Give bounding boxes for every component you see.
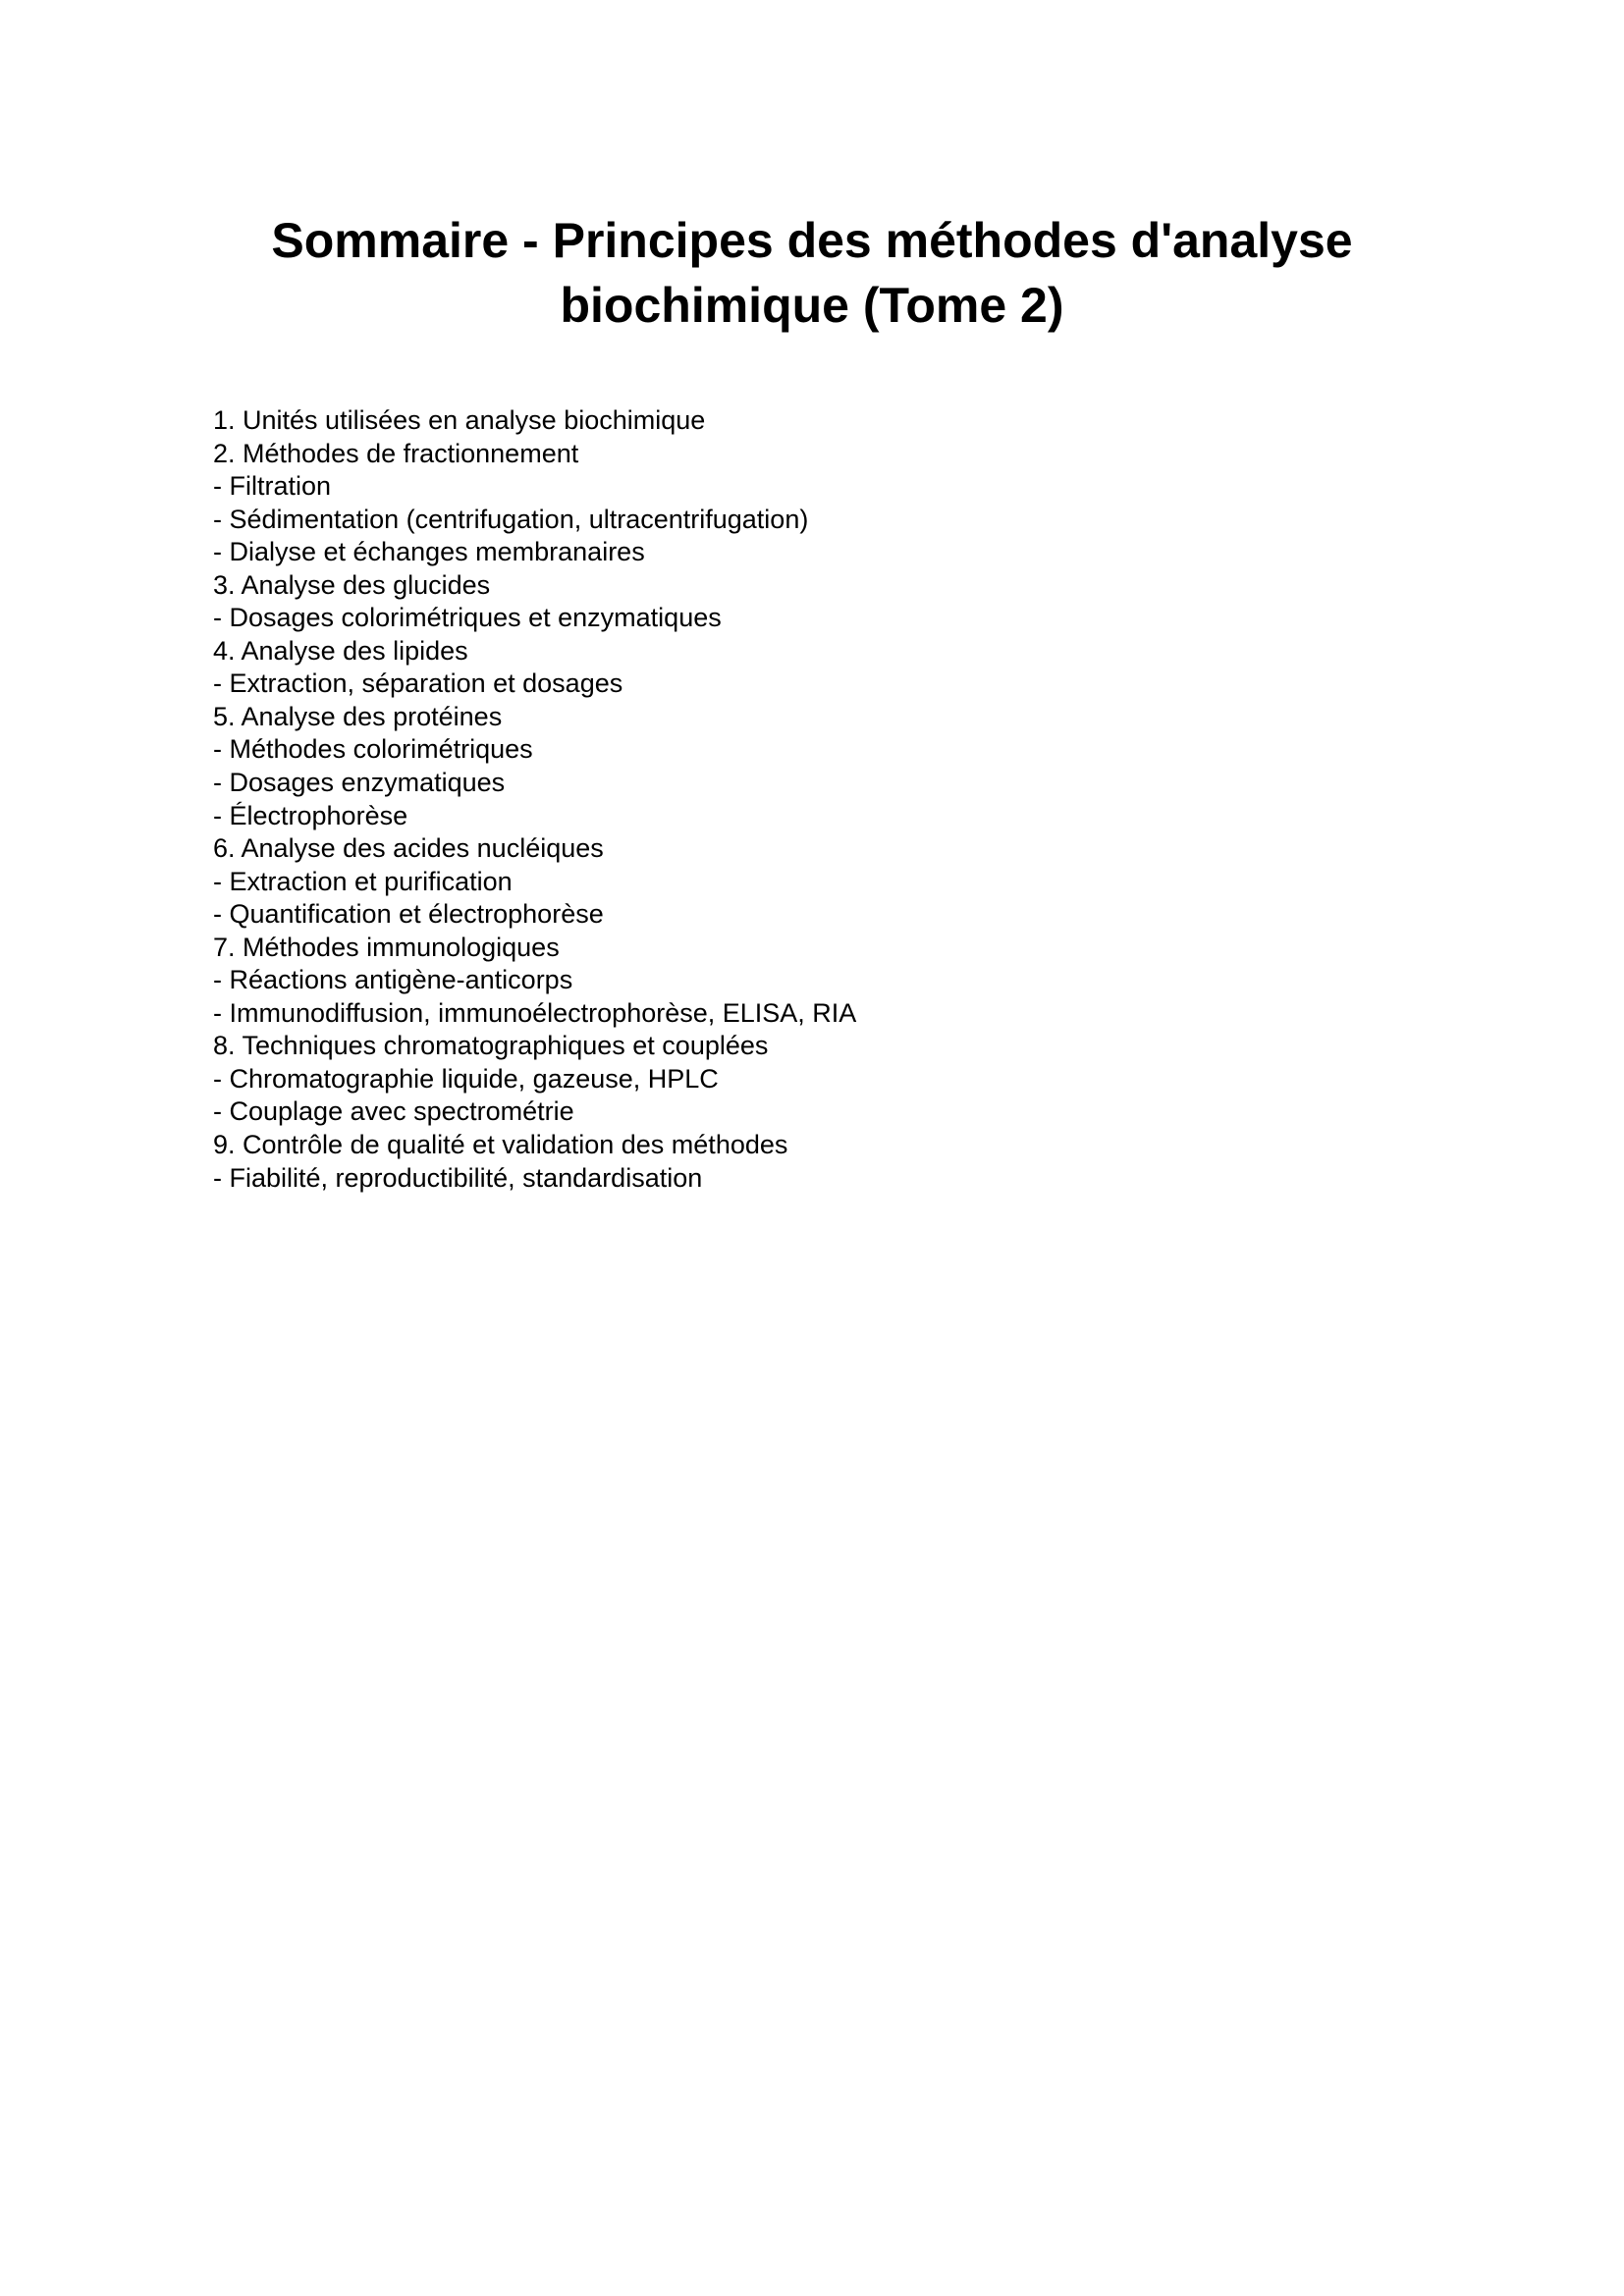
toc-item: - Sédimentation (centrifugation, ultracentrifugation) [213, 504, 809, 534]
toc-item: 1. Unités utilisées en analyse biochimique [213, 405, 706, 435]
toc-item: - Dialyse et échanges membranaires [213, 537, 645, 567]
toc-item: - Méthodes colorimétriques [213, 734, 533, 765]
toc-item: - Dosages enzymatiques [213, 768, 506, 798]
toc-item: - Couplage avec spectrométrie [213, 1096, 574, 1127]
toc-item: - Fiabilité, reproductibilité, standardisation [213, 1162, 703, 1193]
title-line-1: Sommaire - Principes des méthodes d'analyse [271, 213, 1353, 268]
toc-item: - Chromatographie liquide, gazeuse, HPLC [213, 1063, 719, 1094]
toc-item: 6. Analyse des acides nucléiques [213, 833, 604, 864]
toc-item: 3. Analyse des glucides [213, 569, 491, 600]
toc-item: 8. Techniques chromatographiques et couplées [213, 1031, 769, 1061]
toc-item: - Réactions antigène-anticorps [213, 965, 573, 995]
toc-item: - Filtration [213, 471, 332, 502]
toc-item: - Extraction et purification [213, 866, 513, 896]
toc-item: - Extraction, séparation et dosages [213, 668, 623, 699]
toc-item: - Immunodiffusion, immunoélectrophorèse, ELISA, RIA [213, 997, 857, 1028]
page-title [196, 208, 1428, 338]
toc-item: 5. Analyse des protéines [213, 701, 503, 731]
table-of-contents [213, 404, 1391, 1195]
toc-item: - Quantification et électrophorèse [213, 899, 604, 930]
toc-item: 7. Méthodes immunologiques [213, 932, 560, 962]
toc-item: - Dosages colorimétriques et enzymatiques [213, 603, 722, 633]
toc-item: 2. Méthodes de fractionnement [213, 438, 579, 468]
toc-item: - Électrophorèse [213, 800, 408, 830]
toc-item: 4. Analyse des lipides [213, 635, 468, 666]
title-line-2: biochimique (Tome 2) [560, 278, 1064, 333]
toc-item: 9. Contrôle de qualité et validation des méthodes [213, 1130, 788, 1160]
